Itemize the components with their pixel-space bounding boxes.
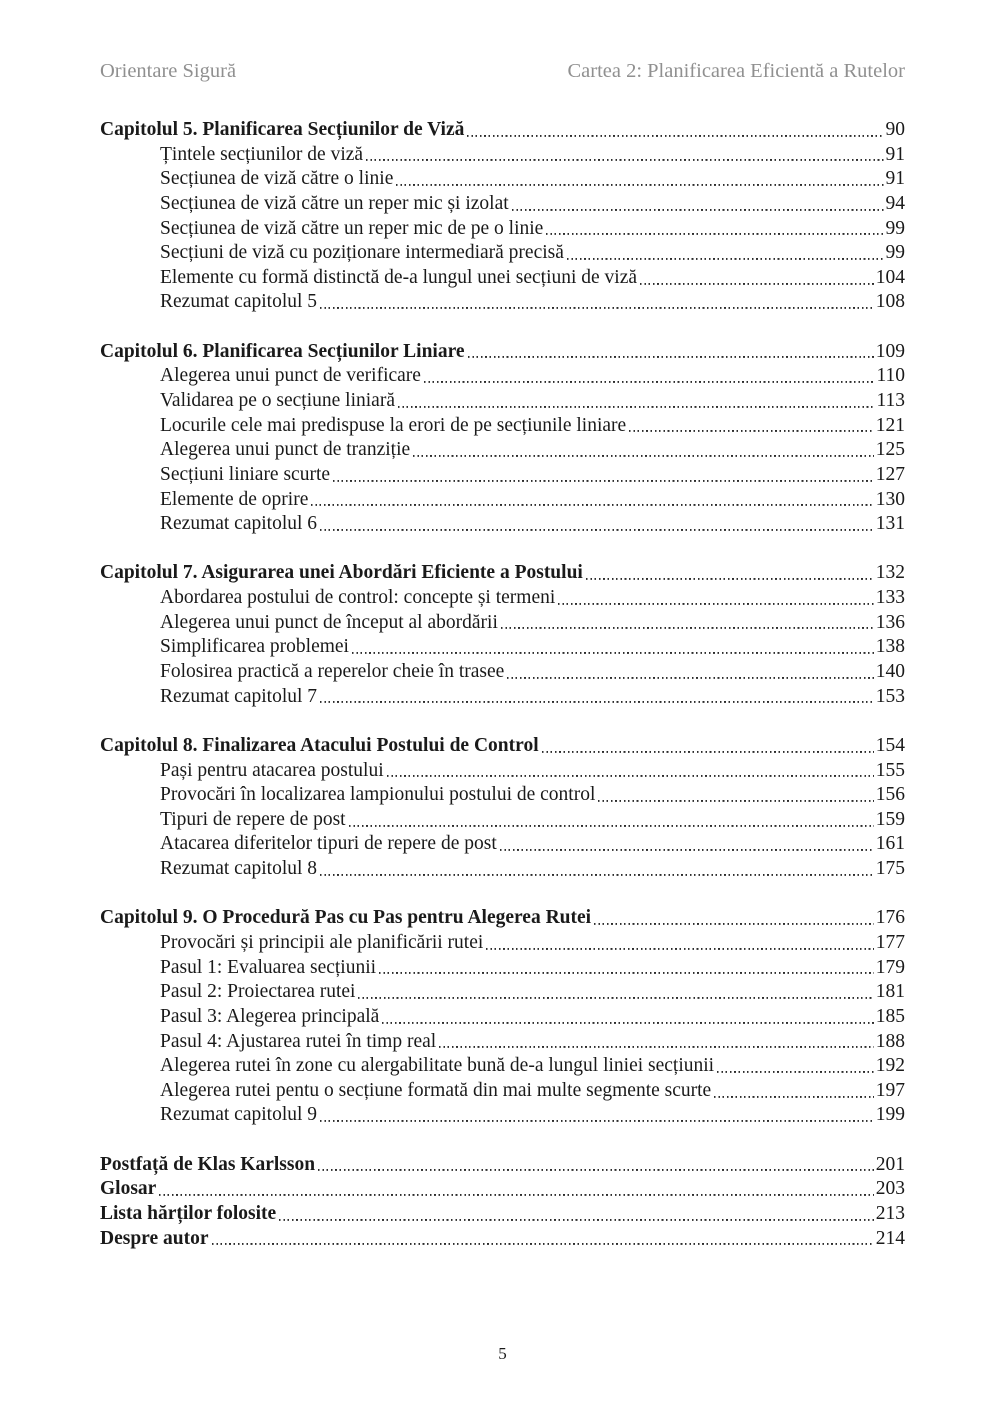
toc-entry-page: 136 [875,611,905,633]
toc-entry-page: 214 [875,1227,905,1249]
toc-entry-page: 133 [875,587,905,609]
dotted-leader [714,1079,874,1104]
toc-entry-sub [100,611,905,636]
toc-entry-sub [100,685,905,710]
toc-entry-page: 125 [875,439,905,461]
toc-entry-sub [100,759,905,784]
toc-entry-page: 179 [875,956,905,978]
toc-entry-title: Pasul 1: Evaluarea secțiunii [160,956,377,978]
dotted-leader [320,512,874,537]
dotted-leader [512,192,884,217]
toc-entry-sub [100,1079,905,1104]
toc-entry-title: Provocări în localizarea lampionului postului de control [160,784,596,806]
toc-entry-title: Locurile cele mai predispuse la erori de pe secțiunile liniare [160,414,627,436]
toc-entry-page: 99 [885,242,905,264]
toc-entry-title: Capitolul 9. O Procedură Pas cu Pas pentru Alegerea Rutei [100,907,592,929]
toc-entry-page: 127 [875,463,905,485]
toc-entry-sub [100,783,905,808]
dotted-leader [424,364,875,389]
toc-entry-title: Alegerea unui punct de început al abordării [160,611,498,633]
header-book-title: Orientare Sigură [100,60,237,82]
toc-back-matter [100,1153,905,1252]
dotted-leader [320,857,874,882]
page-number: 5 [498,1344,507,1363]
toc-entry-back-matter [100,1227,905,1252]
toc-entry-title: Alegerea rutei în zone cu alergabilitate bună de-a lungul liniei secțiunii [160,1055,715,1077]
toc-entry-title: Rezumat capitolul 7 [160,685,318,707]
toc-entry-page: 91 [885,168,905,190]
toc-entry-page: 94 [885,192,905,214]
dotted-leader [717,1054,874,1079]
toc-entry-title: Pasul 3: Alegerea principală [160,1005,380,1027]
toc-entry-chapter [100,118,905,143]
toc-entry-title: Tipuri de repere de post [160,808,346,830]
toc-entry-title: Abordarea postului de control: concepte și termeni [160,587,556,609]
toc-entry-chapter [100,561,905,586]
dotted-leader [594,906,874,931]
toc-entry-sub [100,1103,905,1128]
toc-entry-title: Provocări și principii ale planificării rutei [160,931,484,953]
toc-entry-title: Simplificarea problemei [160,636,349,658]
toc-chapter-section [100,118,905,315]
dotted-leader [387,759,874,784]
toc-entry-title: Rezumat capitolul 6 [160,513,318,535]
toc-entry-page: 90 [885,119,905,140]
toc-entry-sub [100,660,905,685]
toc-entry-title: Elemente cu formă distinctă de-a lungul unei secțiuni de viză [160,266,638,288]
toc-entry-title: Capitolul 8. Finalizarea Atacului Postului de Control [100,734,539,756]
toc-entry-page: 161 [875,833,905,855]
toc-entry-page: 177 [875,931,905,953]
toc-entry-title: Glosar [100,1178,157,1200]
toc-entry-back-matter [100,1177,905,1202]
toc-entry-sub [100,1030,905,1055]
dotted-leader [333,463,874,488]
toc-entry-chapter [100,906,905,931]
toc-entry-title: Rezumat capitolul 8 [160,858,318,880]
toc-entry-title: Secțiunea de viză către o linie [160,168,394,190]
toc-entry-page: 213 [875,1202,905,1224]
toc-entry-sub [100,389,905,414]
toc-entry-page: 185 [875,1005,905,1027]
dotted-leader [379,956,874,981]
toc-entry-title: Capitolul 7. Asigurarea unei Abordări Eficiente a Postului [100,562,583,584]
toc-entry-page: 99 [885,217,905,239]
toc-entry-title: Rezumat capitolul 5 [160,291,318,313]
toc-chapter-section [100,340,905,537]
dotted-leader [279,1202,874,1227]
dotted-leader [542,734,874,759]
dotted-leader [567,241,884,266]
toc-entry-page: 131 [875,513,905,535]
toc-entry-title: Capitolul 5. Planificarea Secțiunilor de Viză [100,119,465,140]
dotted-leader [320,685,874,710]
dotted-leader [396,167,883,192]
toc-entry-sub [100,980,905,1005]
toc-entry-sub [100,956,905,981]
dotted-leader [558,586,873,611]
toc-entry-page: 192 [875,1055,905,1077]
toc-entry-sub [100,143,905,168]
toc-entry-sub [100,931,905,956]
toc-entry-page: 130 [875,488,905,510]
toc-entry-back-matter [100,1153,905,1178]
toc-entry-page: 201 [875,1153,905,1175]
toc-entry-title: Validarea pe o secțiune liniară [160,390,395,411]
toc-entry-title: Despre autor [100,1227,209,1249]
toc-entry-page: 156 [875,784,905,806]
toc-entry-sub [100,266,905,291]
dotted-leader [320,1103,874,1128]
toc-entry-page: 203 [875,1178,905,1200]
dotted-leader [486,931,873,956]
toc-entry-page: 199 [875,1104,905,1126]
toc-entry-sub [100,290,905,315]
toc-entry-page: 155 [875,759,905,781]
toc-entry-title: Alegerea unui punct de tranziție [160,439,411,461]
toc-entry-sub [100,438,905,463]
toc-entry-sub [100,192,905,217]
dotted-leader [212,1227,874,1252]
dotted-leader [546,217,883,242]
toc-entry-sub [100,414,905,439]
toc-entry-sub [100,364,905,389]
toc-entry-chapter [100,340,905,365]
toc-entry-title: Elemente de oprire [160,488,309,510]
dotted-leader [586,561,874,586]
toc-entry-page: 153 [875,685,905,707]
toc-entry-sub [100,1054,905,1079]
toc-entry-title: Atacarea diferitelor tipuri de repere de post [160,833,497,855]
dotted-leader [598,783,873,808]
header-part-title: Cartea 2: Planificarea Eficientă a Rutelor [567,60,905,82]
dotted-leader [413,438,874,463]
dotted-leader [507,660,873,685]
toc-entry-title: Pasul 2: Proiectarea rutei [160,981,356,1003]
toc-entry-sub [100,463,905,488]
toc-entry-title: Secțiuni liniare scurte [160,463,331,485]
toc-entry-title: Lista hărților folosite [100,1202,277,1224]
toc-entry-page: 108 [875,291,905,313]
toc-entry-page: 175 [875,858,905,880]
dotted-leader [349,808,874,833]
toc-entry-page: 121 [875,414,905,436]
toc-entry-title: Pași pentru atacarea postului [160,759,384,781]
toc-entry-page: 197 [875,1079,905,1101]
dotted-leader [629,414,874,439]
toc-entry-page: 110 [876,365,905,387]
dotted-leader [358,980,873,1005]
dotted-leader [501,611,874,636]
toc-entry-sub [100,857,905,882]
page-header [100,58,905,85]
toc-entry-sub [100,808,905,833]
toc-entry-page: 113 [876,390,905,411]
toc-entry-page: 154 [875,734,905,756]
toc-entry-page: 140 [875,661,905,682]
toc-chapter-section [100,906,905,1128]
toc-entry-sub [100,217,905,242]
dotted-leader [320,290,874,315]
table-of-contents [100,118,905,1251]
toc-entry-sub [100,1005,905,1030]
dotted-leader [159,1177,873,1202]
toc-entry-page: 132 [875,562,905,584]
toc-entry-chapter [100,734,905,759]
toc-entry-back-matter [100,1202,905,1227]
toc-entry-sub [100,241,905,266]
toc-entry-sub [100,167,905,192]
toc-entry-page: 104 [875,266,905,288]
toc-entry-title: Secțiuni de viză cu poziționare intermediară precisă [160,242,564,264]
toc-entry-title: Pasul 4: Ajustarea rutei în timp real [160,1030,437,1052]
toc-entry-sub [100,586,905,611]
toc-entry-title: Rezumat capitolul 9 [160,1104,318,1126]
dotted-leader [366,143,883,168]
toc-entry-title: Postfață de Klas Karlsson [100,1153,316,1175]
dotted-leader [640,266,874,291]
toc-entry-page: 181 [875,981,905,1003]
dotted-leader [500,832,874,857]
toc-entry-title: Capitolul 6. Planificarea Secțiunilor Liniare [100,340,465,362]
toc-entry-page: 138 [875,636,905,658]
toc-entry-sub [100,832,905,857]
dotted-leader [468,340,874,365]
dotted-leader [352,635,874,660]
dotted-leader [467,118,883,143]
toc-entry-title: Secțiunea de viză către un reper mic și izolat [160,192,509,214]
toc-entry-sub [100,488,905,513]
toc-entry-page: 159 [875,808,905,830]
toc-entry-page: 188 [875,1030,905,1052]
dotted-leader [382,1005,873,1030]
dotted-leader [439,1030,874,1055]
toc-entry-sub [100,512,905,537]
toc-chapter-section [100,561,905,709]
toc-entry-title: Alegerea rutei pentu o secțiune formată din mai multe segmente scurte [160,1079,712,1101]
toc-entry-title: Secțiunea de viză către un reper mic de pe o linie [160,217,544,239]
dotted-leader [398,389,874,414]
toc-entry-title: Folosirea practică a reperelor cheie în trasee [160,661,505,682]
toc-chapter-section [100,734,905,882]
toc-entry-sub [100,635,905,660]
toc-entry-page: 109 [875,340,905,362]
dotted-leader [318,1153,874,1178]
dotted-leader [311,488,873,513]
toc-entry-page: 176 [875,907,905,929]
toc-entry-page: 91 [885,143,905,165]
toc-entry-title: Alegerea unui punct de verificare [160,365,421,387]
toc-entry-title: Țintele secțiunilor de viză [160,143,364,165]
